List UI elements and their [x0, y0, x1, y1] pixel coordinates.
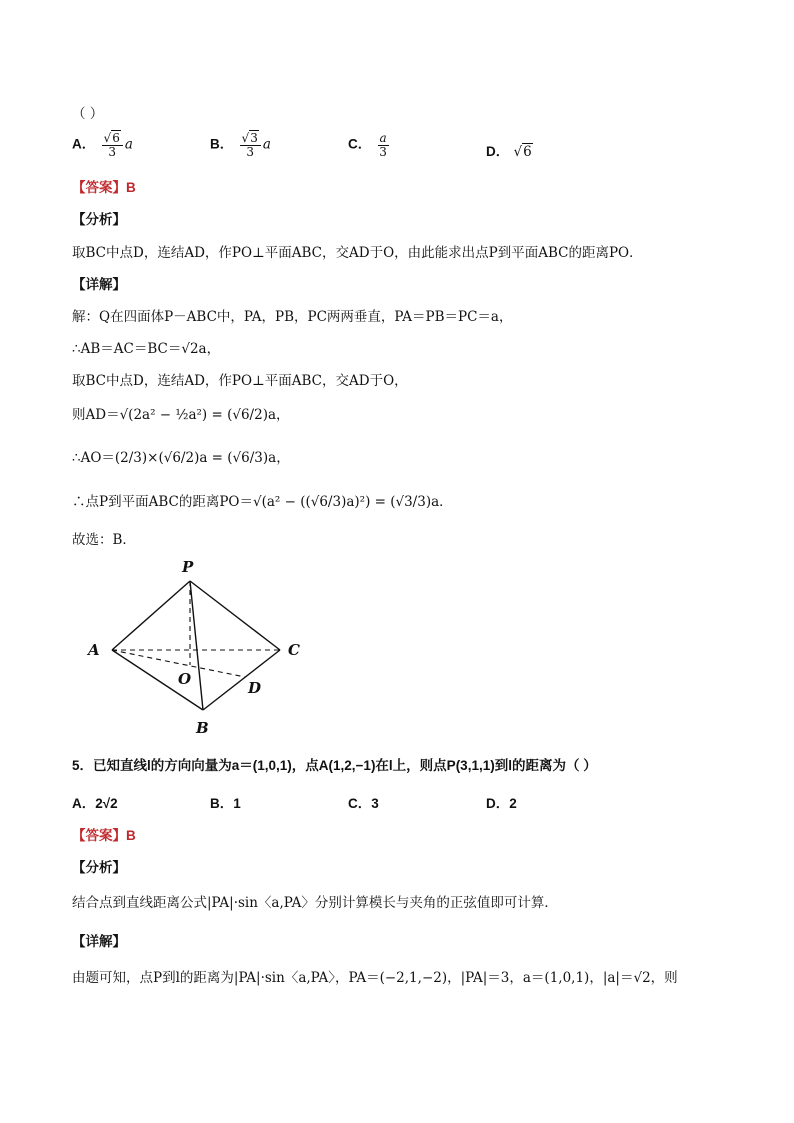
q4-paren: （ ）: [72, 106, 104, 122]
q5-analysis-tag: 【分析】: [72, 860, 126, 875]
label-d: D: [248, 679, 262, 697]
q5-analysis-text: 结合点到直线距离公式|PA|·sin〈a,PA〉分别计算模长与夹角的正弦值即可计算．: [72, 895, 558, 911]
q4-detail-line-3: 取BC中点D，连结AD，作PO⊥平面ABC，交AD于O，: [72, 373, 408, 389]
q5-stem: 5．已知直线l的方向向量为a＝(1,0,1)，点A(1,2,−1)在l上，则点P(3,1,1)到l的距离为（ ）: [72, 758, 597, 773]
q4-detail-line-4: 则AD＝√(2a² − ½a²) = (√6/2)a，: [72, 407, 290, 423]
q5-option-d[interactable]: D．2: [486, 796, 517, 811]
label-p: P: [182, 558, 194, 576]
q4-answer: 【答案】B: [72, 180, 136, 195]
ad-expression: √(2a² − ½a²) = (√6/2)a，: [119, 407, 290, 423]
edge-bc: [203, 650, 280, 710]
ao-expression: (2/3)×(√6/2)a = (√6/3)a，: [114, 450, 290, 466]
label-o: O: [178, 670, 192, 688]
q5-option-c[interactable]: C．3: [348, 796, 379, 811]
q5-option-b[interactable]: B．1: [210, 796, 241, 811]
q5-option-a[interactable]: A．2√2: [72, 796, 118, 811]
q4-detail-line-2: ∴AB＝AC＝BC＝√2a，: [72, 341, 221, 357]
q4-option-d[interactable]: D． √6: [486, 144, 532, 160]
q4-detail-line-5: ∴AO＝(2/3)×(√6/2)a = (√6/3)a，: [72, 450, 290, 466]
label-c: C: [288, 641, 300, 659]
tetrahedron-diagram: [80, 555, 340, 740]
q4-detail-tag: 【详解】: [72, 277, 126, 292]
q5-answer: 【答案】B: [72, 828, 136, 843]
q4-detail-line-7: 故选：B．: [72, 532, 136, 548]
label-a: A: [88, 641, 100, 659]
q4-detail-line-1: 解：Q在四面体P－ABC中，PA，PB，PC两两垂直，PA＝PB＝PC＝a，: [72, 309, 513, 325]
q4-detail-line-6: ∴点P到平面ABC的距离PO＝√(a² − ((√6/3)a)²) = (√3/3)a．: [72, 494, 453, 510]
po-expression: √(a² − ((√6/3)a)²) = (√3/3)a．: [252, 494, 453, 510]
q5-detail-tag: 【详解】: [72, 934, 126, 949]
edge-pc: [190, 581, 280, 650]
q4-analysis-tag: 【分析】: [72, 212, 126, 227]
edge-pb: [190, 581, 203, 710]
q4-analysis-text: 取BC中点D，连结AD，作PO⊥平面ABC，交AD于O，由此能求出点P到平面ABC的距离PO．: [72, 245, 643, 261]
edge-pa: [112, 581, 190, 650]
label-b: B: [196, 719, 209, 737]
q4-option-a[interactable]: A． $\frac{√6}{3}$ a: [72, 131, 133, 159]
q4-option-b[interactable]: B． $\frac{√3}{3}$ a: [210, 131, 271, 159]
q4-option-c[interactable]: C． $\frac{a}{3}$: [348, 131, 387, 159]
q5-detail-text: 由题可知，点P到l的距离为|PA|·sin〈a,PA〉，PA＝(−2,1,−2)，|PA|＝3，a＝(1,0,1)，|a|＝√2，则: [72, 970, 678, 986]
